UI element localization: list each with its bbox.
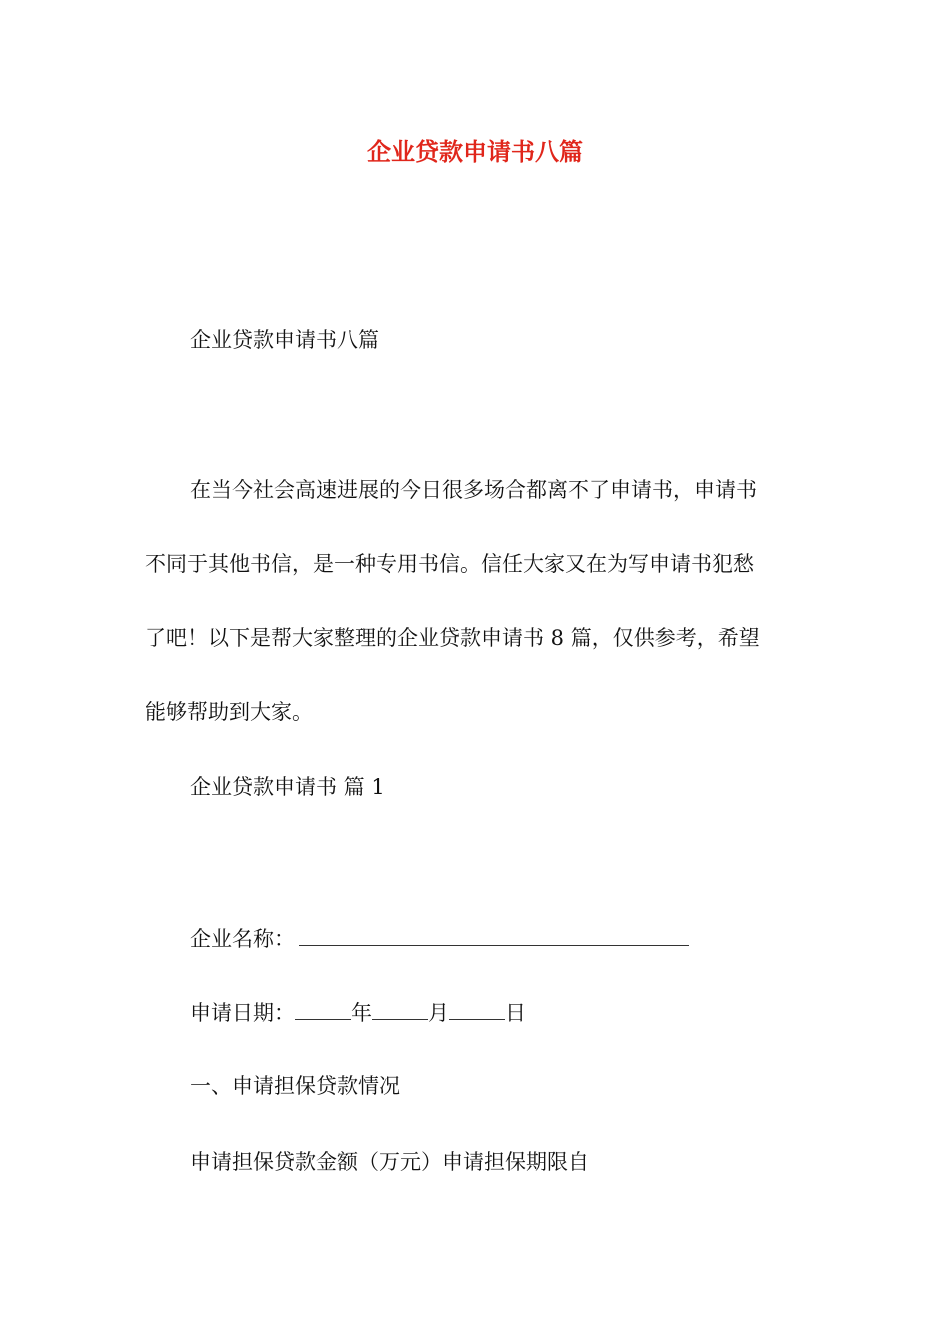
part-1-heading: 一、申请担保贷款情况 — [190, 1074, 400, 1098]
apply-date-label: 申请日期： — [190, 1001, 295, 1025]
intro-line-1: 在当今社会高速进展的今日很多场合都离不了申请书，申请书 — [190, 478, 757, 502]
month-label: 月 — [428, 1001, 449, 1025]
document-title: 企业贷款申请书八篇 — [367, 137, 583, 166]
intro-line-4: 能够帮助到大家。 — [145, 700, 313, 724]
month-blank — [372, 997, 428, 1020]
year-label: 年 — [351, 1001, 372, 1025]
intro-line-3: 了吧！以下是帮大家整理的企业贷款申请书 8 篇，仅供参考，希望 — [145, 626, 760, 650]
day-blank — [449, 997, 505, 1020]
subtitle: 企业贷款申请书八篇 — [190, 328, 379, 352]
year-blank — [295, 997, 351, 1020]
company-name-label: 企业名称： — [190, 927, 295, 951]
company-name-row — [190, 923, 689, 954]
intro-line-2: 不同于其他书信，是一种专用书信。信任大家又在为写申请书犯愁 — [145, 552, 754, 576]
day-label: 日 — [505, 1001, 526, 1025]
company-name-blank — [299, 923, 689, 946]
apply-date-row — [190, 997, 526, 1028]
part-1-line: 申请担保贷款金额（万元）申请担保期限自 — [190, 1150, 589, 1174]
section-1-heading: 企业贷款申请书 篇 1 — [190, 775, 385, 799]
